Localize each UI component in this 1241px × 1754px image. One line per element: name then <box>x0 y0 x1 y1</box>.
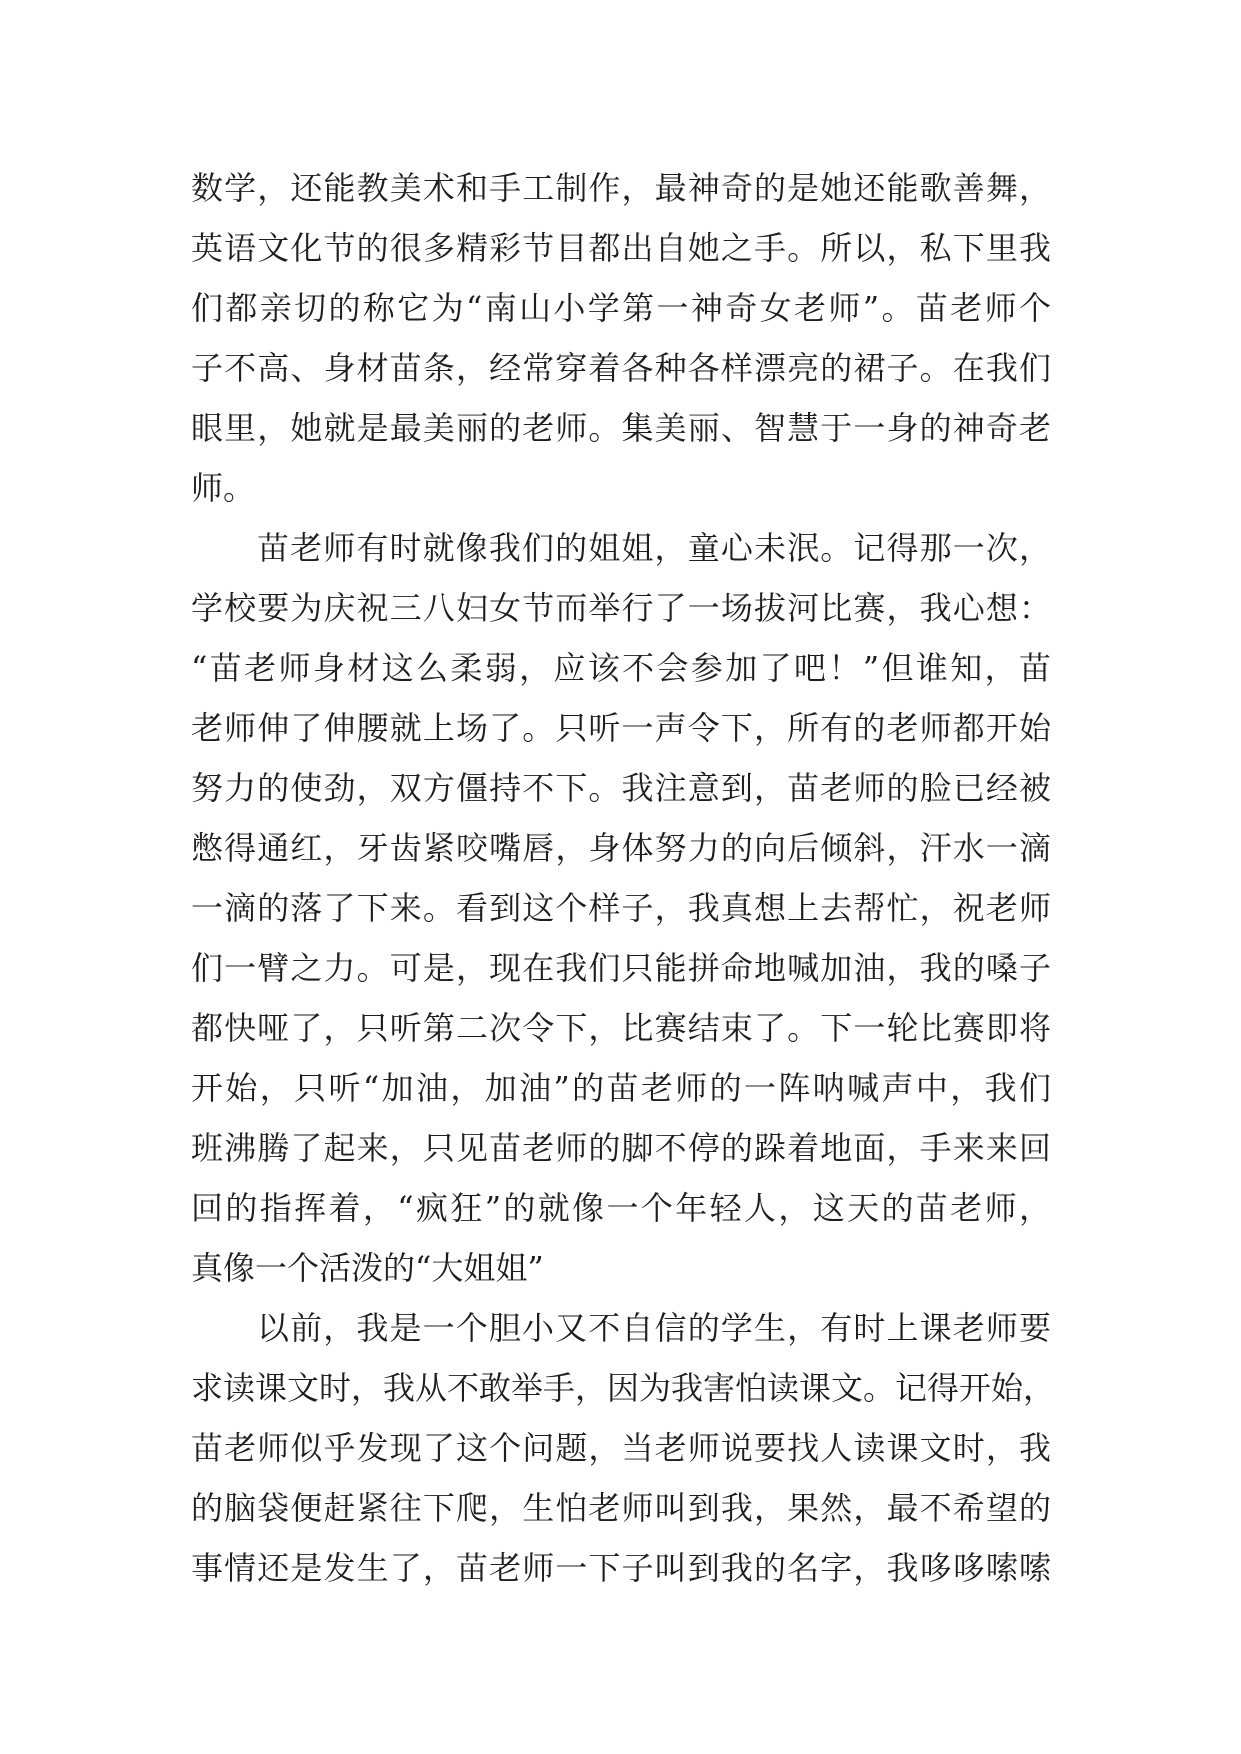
paragraph-first-line: 以前，我是一个胆小又不自信的学生，有时上课老师要 <box>257 1309 1051 1347</box>
text-line: 学校要为庆祝三八妇女节而举行了一场拔河比赛，我心想： <box>191 589 1051 627</box>
text-line: 子不高、身材苗条，经常穿着各种各样漂亮的裙子。在我们 <box>191 349 1051 387</box>
text-line: 都快哑了，只听第二次令下，比赛结束了。下一轮比赛即将 <box>191 1009 1051 1047</box>
text-line: 真像一个活泼的“大姐姐” <box>191 1249 544 1287</box>
text-line: 们一臂之力。可是，现在我们只能拼命地喊加油，我的嗓子 <box>191 949 1051 987</box>
text-line: 们都亲切的称它为“南山小学第一神奇女老师”。苗老师个 <box>191 289 1051 327</box>
text-line: “苗老师身材这么柔弱，应该不会参加了吧！”但谁知，苗 <box>191 649 1051 687</box>
text-line: 求读课文时，我从不敢举手，因为我害怕读课文。记得开始， <box>191 1369 1056 1407</box>
text-line: 的脑袋便赶紧往下爬，生怕老师叫到我，果然，最不希望的 <box>191 1489 1051 1527</box>
paragraph-first-line: 苗老师有时就像我们的姐姐，童心未泯。记得那一次， <box>257 529 1051 567</box>
text-line: 努力的使劲，双方僵持不下。我注意到，苗老师的脸已经被 <box>191 769 1051 807</box>
text-line: 憋得通红，牙齿紧咬嘴唇，身体努力的向后倾斜，汗水一滴 <box>191 829 1051 867</box>
text-line: 开始，只听“加油，加油”的苗老师的一阵呐喊声中，我们 <box>191 1069 1051 1107</box>
text-line: 回的指挥着，“疯狂”的就像一个年轻人，这天的苗老师， <box>191 1189 1051 1227</box>
text-line: 事情还是发生了，苗老师一下子叫到我的名字，我哆哆嗦嗦 <box>191 1549 1051 1587</box>
text-line: 班沸腾了起来，只见苗老师的脚不停的跺着地面，手来来回 <box>191 1129 1051 1167</box>
text-line: 老师伸了伸腰就上场了。只听一声令下，所有的老师都开始 <box>191 709 1051 747</box>
text-line: 苗老师似乎发现了这个问题，当老师说要找人读课文时，我 <box>191 1429 1051 1467</box>
text-line: 一滴的落了下来。看到这个样子，我真想上去帮忙，祝老师 <box>191 889 1051 927</box>
body-text <box>191 158 1056 1598</box>
text-line: 数学，还能教美术和手工制作，最神奇的是她还能歌善舞， <box>191 169 1051 207</box>
text-line: 眼里，她就是最美丽的老师。集美丽、智慧于一身的神奇老 <box>191 409 1051 447</box>
text-line: 英语文化节的很多精彩节目都出自她之手。所以，私下里我 <box>191 229 1051 267</box>
text-line: 师。 <box>191 469 256 507</box>
